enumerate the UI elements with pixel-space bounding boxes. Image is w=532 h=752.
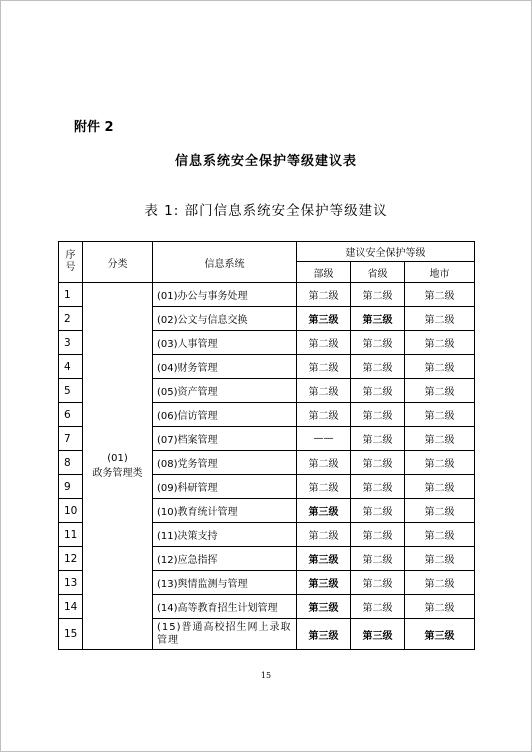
row-serial-number: 3 (59, 331, 83, 355)
province-level-cell: 第三级 (351, 619, 405, 650)
row-serial-number: 13 (59, 571, 83, 595)
ministry-level-cell: 第二级 (297, 451, 351, 475)
header-system: 信息系统 (153, 242, 297, 283)
city-level-cell: 第二级 (405, 283, 475, 307)
document-title: 信息系统安全保护等级建议表 (174, 154, 357, 169)
page-number: 15 (260, 671, 272, 680)
category-cell (83, 283, 153, 650)
row-serial-number: 15 (59, 619, 83, 650)
city-level-cell: 第二级 (405, 355, 475, 379)
system-name-cell: (05)资产管理 (153, 379, 297, 403)
city-level-cell: 第二级 (405, 403, 475, 427)
ministry-level-cell: 第二级 (297, 379, 351, 403)
header-serial-number: 序 号 (59, 242, 83, 283)
table-row (59, 283, 475, 307)
city-level-cell: 第二级 (405, 427, 475, 451)
province-level-cell: 第二级 (351, 475, 405, 499)
province-level-cell: 第二级 (351, 427, 405, 451)
header-city-level: 地市 (405, 262, 475, 283)
header-ministry-level: 部级 (297, 262, 351, 283)
security-level-table (58, 241, 475, 650)
ministry-level-cell: 第三级 (297, 595, 351, 619)
attachment-label: 附件 2 (74, 120, 114, 135)
ministry-level-cell: 第三级 (297, 571, 351, 595)
city-level-cell: 第二级 (405, 331, 475, 355)
category-code: (01) (107, 453, 128, 464)
row-serial-number: 12 (59, 547, 83, 571)
province-level-cell: 第二级 (351, 499, 405, 523)
province-level-cell: 第二级 (351, 403, 405, 427)
province-level-cell: 第二级 (351, 283, 405, 307)
system-name-cell: (13)舆情监测与管理 (153, 571, 297, 595)
city-level-cell: 第二级 (405, 451, 475, 475)
system-name-cell: (09)科研管理 (153, 475, 297, 499)
ministry-level-cell: 第三级 (297, 499, 351, 523)
ministry-level-cell: 第三级 (297, 547, 351, 571)
table-caption: 表 1: 部门信息系统安全保护等级建议 (144, 203, 388, 219)
system-name-cell: (04)财务管理 (153, 355, 297, 379)
row-serial-number: 6 (59, 403, 83, 427)
system-name-cell: (08)党务管理 (153, 451, 297, 475)
row-serial-number: 8 (59, 451, 83, 475)
row-serial-number: 4 (59, 355, 83, 379)
province-level-cell: 第二级 (351, 379, 405, 403)
row-serial-number: 7 (59, 427, 83, 451)
row-serial-number: 9 (59, 475, 83, 499)
ministry-level-cell: 第三级 (297, 307, 351, 331)
province-level-cell: 第二级 (351, 595, 405, 619)
city-level-cell: 第二级 (405, 307, 475, 331)
row-serial-number: 10 (59, 499, 83, 523)
city-level-cell: 第二级 (405, 499, 475, 523)
row-serial-number: 5 (59, 379, 83, 403)
system-name-cell: (01)办公与事务处理 (153, 283, 297, 307)
ministry-level-cell: 第二级 (297, 403, 351, 427)
city-level-cell: 第三级 (405, 619, 475, 650)
province-level-cell: 第二级 (351, 355, 405, 379)
system-name-cell: (14)高等教育招生计划管理 (153, 595, 297, 619)
province-level-cell: 第三级 (351, 307, 405, 331)
ministry-level-cell: 第二级 (297, 283, 351, 307)
city-level-cell: 第二级 (405, 595, 475, 619)
province-level-cell: 第二级 (351, 331, 405, 355)
province-level-cell: 第二级 (351, 451, 405, 475)
ministry-level-cell: —— (297, 427, 351, 451)
row-serial-number: 11 (59, 523, 83, 547)
ministry-level-cell: 第二级 (297, 355, 351, 379)
system-name-cell: (06)信访管理 (153, 403, 297, 427)
province-level-cell: 第二级 (351, 547, 405, 571)
ministry-level-cell: 第三级 (297, 619, 351, 650)
category-name: 政务管理类 (92, 468, 143, 479)
system-name-cell: (03)人事管理 (153, 331, 297, 355)
city-level-cell: 第二级 (405, 571, 475, 595)
system-name-cell: (02)公文与信息交换 (153, 307, 297, 331)
header-province-level: 省级 (351, 262, 405, 283)
header-level-group: 建议安全保护等级 (297, 242, 475, 262)
system-name-cell: (15)普通高校招生网上录取管理 (153, 619, 297, 650)
system-name-cell: (10)教育统计管理 (153, 499, 297, 523)
city-level-cell: 第二级 (405, 379, 475, 403)
city-level-cell: 第二级 (405, 547, 475, 571)
ministry-level-cell: 第二级 (297, 475, 351, 499)
city-level-cell: 第二级 (405, 475, 475, 499)
province-level-cell: 第二级 (351, 571, 405, 595)
ministry-level-cell: 第二级 (297, 331, 351, 355)
system-name-cell: (12)应急指挥 (153, 547, 297, 571)
row-serial-number: 1 (59, 283, 83, 307)
city-level-cell: 第二级 (405, 523, 475, 547)
row-serial-number: 14 (59, 595, 83, 619)
header-category: 分类 (83, 242, 153, 283)
system-name-cell: (11)决策支持 (153, 523, 297, 547)
ministry-level-cell: 第二级 (297, 523, 351, 547)
province-level-cell: 第二级 (351, 523, 405, 547)
row-serial-number: 2 (59, 307, 83, 331)
system-name-cell: (07)档案管理 (153, 427, 297, 451)
